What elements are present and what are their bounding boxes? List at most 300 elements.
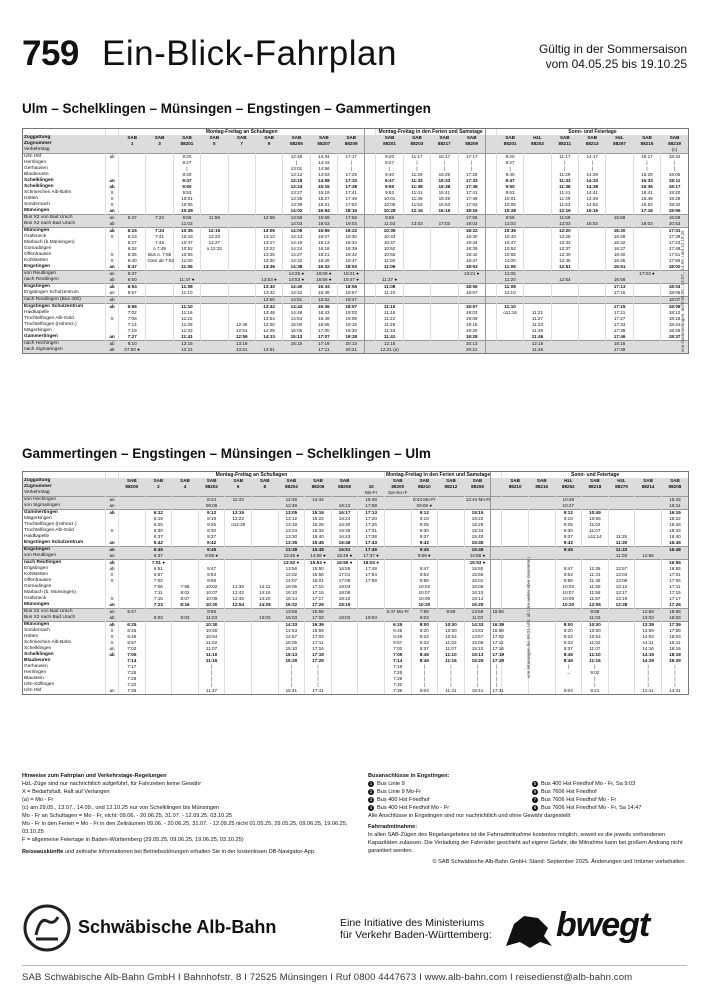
time-cell: 11:49	[403, 196, 430, 202]
time-cell: |	[278, 670, 305, 676]
time-cell: 10:50	[582, 628, 609, 634]
time-cell	[608, 688, 635, 694]
time-cell: 16:58	[661, 609, 688, 616]
time-cell: SAB	[579, 135, 606, 141]
time-cell: 16:41	[633, 190, 660, 196]
time-cell: 16:52	[310, 297, 337, 304]
time-cell: 7:45	[146, 240, 173, 246]
time-cell: 8:24	[555, 634, 582, 640]
time-cell: 6:56	[119, 304, 146, 311]
time-cell: 9:58	[555, 578, 582, 584]
arr-dep-marker: X	[106, 190, 119, 196]
time-cell: 9:12	[555, 510, 582, 517]
time-cell: 10:35	[496, 228, 523, 235]
time-cell: 18:16	[338, 208, 365, 215]
time-cell: 12:46	[278, 497, 305, 504]
time-cell: 13:27	[283, 190, 310, 196]
time-cell: 7:25	[384, 670, 411, 676]
time-cell: 88201	[376, 141, 403, 147]
station-name: von Reutlingen	[23, 553, 106, 560]
time-cell: 12:15	[173, 341, 200, 348]
time-cell: 12:56	[635, 553, 662, 560]
time-cell: 88209	[458, 141, 485, 147]
time-cell: SAB	[338, 135, 365, 141]
station-name: Herrlingen	[24, 160, 47, 165]
station-name: Zugnummer	[23, 484, 106, 490]
time-cell: 15:03	[278, 615, 305, 622]
time-cell	[173, 297, 200, 304]
time-cell: 13:17	[255, 240, 282, 246]
time-cell: 16:37	[606, 246, 633, 252]
time-cell: 6:45	[119, 628, 146, 634]
bus-connection-item	[368, 796, 522, 804]
sab-name: Schwäbische Alb-Bahn	[78, 917, 277, 937]
time-cell: |	[278, 682, 305, 688]
time-cell: SAB	[172, 478, 199, 484]
time-cell	[496, 347, 523, 353]
time-cell: 15:29	[431, 172, 458, 178]
time-cell: 18:30	[458, 234, 485, 240]
time-cell: 12:22	[225, 516, 252, 522]
time-cell: 10:56	[582, 516, 609, 522]
time-cell: 8:00	[411, 622, 438, 629]
bike-text: In allen SAB-Zügen des Regelangebotes ist die Fahrradmitnahme kostenlos möglich, soweit es die jeweils vorhandenen Kapazitäten zulassen. Die Verladung der Fahrräder geschieht auf eigene Gefahr, die Mitnahme kann bei großem Andrang nicht garantiert werden.	[368, 832, 683, 854]
time-cell: 10:30	[438, 622, 465, 629]
group-weekday-holiday: Montag-Freitag in den Ferien und Samstage	[385, 472, 491, 478]
time-cell: 8:03	[145, 615, 172, 622]
time-cell: 13:22	[255, 246, 282, 252]
time-cell: 17:39	[661, 622, 688, 629]
time-cell: 7:36	[384, 688, 411, 694]
time-cell: 12:27	[201, 240, 228, 246]
time-cell: 11:22	[173, 316, 200, 322]
time-cell: 11:10	[376, 304, 403, 311]
time-cell: 9:03	[172, 615, 199, 622]
time-cell: 11:00	[376, 258, 403, 264]
time-cell: 13:24	[283, 184, 310, 190]
time-cell: 18:42	[458, 252, 485, 258]
time-cell: 13:01	[283, 166, 310, 172]
time-cell: 12:45	[551, 258, 578, 264]
time-cell: 11:10	[198, 652, 225, 658]
time-cell: 11:17	[551, 154, 578, 161]
time-cell: 18:03 ●	[358, 560, 385, 567]
time-cell: 14:29	[579, 172, 606, 178]
time-cell	[431, 297, 458, 304]
time-cell: 16:03	[579, 221, 606, 228]
time-cell: 8:44	[198, 497, 225, 504]
time-cell: 7:28	[119, 676, 146, 682]
time-cell: |	[661, 664, 688, 670]
time-cell: 10:35	[376, 228, 403, 235]
time-cell: 9:53	[376, 190, 403, 196]
time-cell: 19:28	[338, 334, 365, 341]
time-cell: 18:15	[606, 341, 633, 348]
time-cell: 15:05	[278, 640, 305, 646]
time-cell: 11:06	[496, 264, 523, 271]
time-cell: 14:17	[579, 154, 606, 161]
time-cell: 16:26	[310, 258, 337, 264]
time-cell: 10:30	[198, 622, 225, 629]
time-cell: 16:29	[661, 658, 688, 664]
time-cell: 9:45	[555, 547, 582, 554]
station-name: Engstingen Schulzentrum	[23, 304, 106, 311]
time-cell: 12:54	[551, 277, 578, 284]
time-cell: 9:40	[496, 172, 523, 178]
time-cell: 17:39	[661, 234, 688, 240]
time-cell: 11:10	[582, 652, 609, 658]
note-line: (c) am 29.05., 13.07., 14.09., und 12.10.25 nur von Schelklingen bis Münsingen	[22, 805, 220, 811]
time-cell: 9:53	[411, 572, 438, 578]
time-cell: 15:38	[431, 184, 458, 190]
time-cell: 14:03	[283, 221, 310, 228]
time-cell: 15:41	[431, 190, 458, 196]
station-name: Schmiechen Alb-Bahn	[24, 190, 72, 195]
time-cell: 7:19	[119, 328, 146, 334]
time-cell: 12:16	[403, 208, 430, 215]
time-cell: 17:13	[606, 284, 633, 291]
time-cell: 13:03	[403, 221, 430, 228]
time-cell: 11:38	[524, 328, 551, 334]
time-cell: 88208	[661, 484, 688, 490]
time-cell: 14:48	[283, 310, 310, 316]
time-cell: |	[464, 670, 491, 676]
time-cell: 11:41	[635, 688, 662, 694]
time-cell: 17:19	[310, 341, 337, 348]
time-cell: |	[305, 682, 332, 688]
time-cell: 10:47	[496, 240, 523, 246]
time-cell: 16:17	[331, 510, 358, 517]
station-name: nach Sigmaringen	[23, 347, 106, 353]
time-cell: 13:42	[255, 304, 282, 311]
time-cell: 15:29	[278, 658, 305, 664]
time-cell: 16:28	[606, 234, 633, 240]
time-cell: 17:16	[633, 208, 660, 215]
time-cell: 17:58	[458, 215, 485, 222]
time-cell: 14:41	[661, 688, 688, 694]
time-cell: 15:53	[431, 202, 458, 208]
station-name: Blaustein	[24, 676, 44, 681]
time-cell: 12:23	[201, 234, 228, 240]
time-cell: 11:10	[173, 290, 200, 297]
time-cell: 10:20	[411, 602, 438, 609]
bus-connection-item	[368, 780, 522, 788]
time-cell: 10:02	[411, 584, 438, 590]
time-cell: 14:29	[635, 658, 662, 664]
time-cell: →	[555, 670, 582, 676]
time-cell: 15:50	[305, 566, 332, 572]
time-cell: 15:29	[464, 658, 491, 664]
time-cell	[431, 347, 458, 353]
time-cell	[579, 347, 606, 353]
time-cell: 9:25	[555, 522, 582, 528]
time-cell: |	[338, 160, 365, 166]
time-cell: 17:29	[338, 172, 365, 178]
time-cell: 9:19	[198, 516, 225, 522]
time-cell: 14:03	[635, 634, 662, 640]
time-cell: 11:33	[403, 178, 430, 184]
time-cell: 10:30	[582, 622, 609, 629]
time-cell: 10:09	[198, 596, 225, 602]
time-cell: 15:16	[310, 184, 337, 190]
time-cell: 16:01	[305, 578, 332, 584]
time-cell: 18:53	[458, 264, 485, 271]
time-cell: Gam ab 7:53	[147, 258, 174, 263]
time-cell: 7:02	[119, 310, 146, 316]
time-cell: 17:03	[305, 615, 332, 622]
time-cell: 12:06	[582, 602, 609, 609]
time-cell: 18:55	[458, 284, 485, 291]
arr-dep-marker: X	[106, 528, 119, 534]
time-cell: 11:33	[551, 178, 578, 184]
group-weekday-school: Montag-Freitag an Schultagen	[119, 129, 365, 135]
station-name: Engstingen	[23, 547, 106, 554]
time-cell: 8:46	[555, 652, 582, 658]
arr-dep-marker: ab	[106, 221, 119, 228]
time-cell: 88218	[582, 484, 609, 490]
time-cell: 6:37	[145, 553, 172, 560]
time-cell	[633, 297, 660, 304]
station-name: von Reutlingen	[23, 271, 106, 278]
time-cell: |	[458, 166, 485, 172]
time-cell: 11:02	[438, 640, 465, 646]
time-cell: 17:56	[661, 258, 688, 264]
time-cell: 7:22	[146, 215, 173, 222]
time-cell: 17:15	[305, 590, 332, 596]
time-cell: 18:21 ●	[458, 271, 485, 278]
time-cell: 07:50 ●	[119, 347, 146, 353]
time-cell: SAB	[305, 478, 332, 484]
time-cell: 17:26	[661, 602, 688, 609]
time-cell: 8:46	[555, 658, 582, 664]
time-cell: 7	[228, 141, 255, 147]
station-name: Bus X2 von Bad Urach	[23, 215, 106, 222]
time-cell: 11:33	[173, 328, 200, 334]
time-cell: SAB	[119, 135, 146, 141]
time-cell: 16:20	[606, 228, 633, 235]
time-cell: 16:18	[310, 246, 337, 252]
station-name: Ulm Hbf	[24, 688, 42, 693]
time-cell: 9:37	[411, 534, 438, 540]
time-cell: 17:19	[492, 652, 505, 657]
station-name: Marbach (b. Münsingen)	[24, 590, 76, 595]
time-cell: 11:41	[403, 190, 430, 196]
time-cell: Sa+So+F	[384, 490, 411, 497]
time-cell: 11:10	[496, 304, 523, 311]
station-name: Grafeneck	[24, 234, 47, 239]
time-cell: 15:41	[278, 688, 305, 694]
time-cell: 12:37	[551, 246, 578, 252]
arr-dep-marker: an	[106, 215, 119, 222]
route-2-vertical-note: von Münsingen bis 09:21 Uhr, ab Ulm weiter über Gerstetten	[526, 557, 531, 678]
time-cell: 7:11	[145, 590, 172, 596]
time-cell: 13:05	[278, 510, 305, 517]
note-line: Mo - Fr in den Ferien = Mo - Fr in den Zeiträumen 09.06. - 20.06.25, 31.07. - 12.09.25 nicht 01.05.25, 29.05.25, 09.06.25, 19.06.25, 03.10.25	[22, 821, 348, 835]
time-cell: 6:25	[119, 622, 146, 629]
time-cell: 11:00	[173, 258, 200, 264]
time-cell: 19:20	[338, 328, 365, 334]
time-cell: o 7:49	[146, 246, 173, 252]
time-cell: 14:05	[283, 228, 310, 235]
time-cell: 8:32	[555, 640, 582, 646]
time-cell: |	[283, 160, 310, 166]
station-name: Verkehrstag	[23, 490, 106, 497]
bus-note: Alle Anschlüsse in Engstingen sind nur nachrichtlich und ohne Gewähr dargestellt	[368, 813, 571, 819]
time-cell: 9:20	[173, 154, 200, 161]
time-cell: 5:47 Mo-Fr	[384, 609, 411, 616]
time-cell: 6:42	[145, 540, 172, 547]
time-cell: 16:25	[464, 602, 491, 609]
time-cell: 18:30	[338, 234, 365, 240]
time-cell: 11:03	[608, 553, 635, 560]
time-cell: 17:03	[431, 221, 458, 228]
arr-dep-marker: an	[106, 553, 119, 560]
time-cell: 11:07	[198, 646, 225, 652]
time-cell: SAB	[310, 135, 337, 141]
time-cell: 10:43	[173, 234, 200, 240]
time-cell: SAB	[431, 135, 458, 141]
time-cell: 18:12	[661, 310, 688, 316]
station-name: Münsingen	[23, 228, 106, 235]
time-cell: |	[633, 166, 660, 172]
time-cell: 7:27	[119, 334, 146, 341]
validity-line-1: Gültig in der Sommersaison	[538, 42, 687, 56]
time-cell: 16:01	[464, 578, 491, 584]
time-cell: 17:08	[358, 503, 385, 510]
info-note	[22, 848, 352, 856]
connections-section	[368, 772, 686, 866]
time-cell: 18:21 ●	[338, 271, 365, 278]
time-cell: 88210	[411, 484, 438, 490]
time-cell: 13:13	[255, 234, 282, 240]
time-cell: 17:11	[661, 584, 688, 590]
time-cell: 8:37	[555, 646, 582, 652]
arr-dep-marker: X	[106, 634, 119, 640]
time-cell: 88267	[606, 141, 633, 147]
station-name: Bus X2 nach Bad Urach	[23, 615, 106, 622]
station-name: Bus X2 nach Bad Urach	[23, 221, 106, 228]
time-cell: 11:03	[496, 221, 523, 228]
time-cell: 16:22	[278, 602, 305, 609]
sab-logo	[22, 903, 322, 953]
time-cell: 17:59	[661, 628, 688, 634]
time-cell: 15:17	[431, 154, 458, 161]
time-cell: 11:33	[608, 547, 635, 554]
station-name: nach Reutlingen	[23, 277, 106, 284]
time-cell: 5:47	[119, 609, 146, 616]
time-cell: 17:41	[338, 190, 365, 196]
time-cell: 19:55	[661, 208, 688, 215]
time-cell: 88208	[331, 484, 358, 490]
station-name: nach Reutlingen	[23, 560, 106, 567]
time-cell: 7:32	[384, 682, 411, 688]
time-cell: 88213	[579, 141, 606, 147]
time-cell: 15:15	[305, 510, 332, 517]
time-cell: 15:19	[310, 190, 337, 196]
time-cell: 18:07	[661, 297, 688, 304]
arr-dep-marker: an	[106, 540, 119, 547]
time-cell: 14:20	[251, 596, 278, 602]
time-cell: 17:06	[331, 578, 358, 584]
bus-connection-text: Bus Linie 9 Mo-Fr	[377, 789, 422, 795]
time-cell: 14:58 ●	[305, 553, 332, 560]
time-cell: 10:54	[582, 634, 609, 640]
time-cell: 8:00	[555, 622, 582, 629]
time-cell: 6	[225, 484, 252, 490]
time-cell: 18:04	[661, 284, 688, 291]
time-cell: 17:59	[358, 578, 385, 584]
time-cell: 9:02	[582, 670, 609, 676]
time-cell: 10:55	[376, 252, 403, 258]
station-name: Engstingen	[24, 566, 49, 571]
time-cell: 16:32	[310, 264, 337, 271]
time-cell	[376, 297, 403, 304]
time-cell: 13:39	[635, 622, 662, 629]
number-badge-icon: 5	[533, 780, 537, 786]
time-cell: 88207	[310, 141, 337, 147]
time-cell: 16:48	[331, 540, 358, 547]
station-name: Schelklingen	[24, 178, 54, 183]
time-cell: 19:32	[661, 202, 688, 208]
station-name: Gerhausen	[24, 664, 48, 669]
time-cell: 18:03	[331, 584, 358, 590]
time-cell: 14:00	[255, 322, 282, 328]
time-cell: 14:53	[310, 172, 337, 178]
footer-contact: SAB Schwäbische Alb-Bahn GmbH I Bahnhofstr. 8 I 72525 Münsingen I Ruf 0800 4447673 I www.alb-bahn.com I reisedienst@alb-bahn.com	[22, 965, 687, 983]
time-cell: 10:55	[496, 252, 523, 258]
time-cell: 14:19	[283, 240, 310, 246]
time-cell: 17:01	[331, 572, 358, 578]
station-name: Schelklingen	[24, 646, 52, 651]
time-cell: 9:12	[198, 510, 225, 517]
time-cell: 15:16	[579, 208, 606, 215]
time-cell: 19:11	[661, 178, 688, 184]
time-cell: 15:58	[305, 609, 332, 616]
station-name: Zuggattung	[23, 478, 106, 484]
time-cell: 16:51	[606, 264, 633, 271]
time-cell: 12:21 (a)	[376, 347, 403, 353]
time-cell: 17:03	[492, 634, 504, 639]
time-cell: 18:57	[458, 304, 485, 311]
station-name: Trochtelfingen Alb-Gold	[24, 316, 74, 321]
time-cell: 16:55	[661, 566, 688, 572]
bus-list	[368, 780, 686, 812]
bus-connection-text: Bus 400 Hst Friedhof	[377, 797, 430, 803]
time-cell: 16:58	[661, 215, 688, 222]
time-cell: 9:58	[376, 215, 403, 222]
time-cell: 11:46	[524, 334, 551, 341]
time-cell: |	[635, 664, 662, 670]
time-cell: 18:42	[661, 154, 688, 161]
station-name: Engstingen Schulzentrum	[24, 290, 79, 295]
time-cell: SAB	[403, 135, 430, 141]
time-cell: 9:58	[411, 578, 438, 584]
time-cell: 18:39	[338, 246, 365, 252]
time-cell: 9:30	[555, 528, 582, 534]
number-badge-icon: 7	[533, 796, 537, 802]
arr-dep-marker: ab	[106, 304, 119, 311]
time-cell: 9:50	[496, 184, 523, 190]
time-cell: SAB	[251, 478, 278, 484]
time-cell: 11:38	[403, 184, 430, 190]
time-cell: SAB	[551, 135, 578, 141]
time-cell: 12:48	[283, 154, 310, 161]
station-name: Trochtelfingen (Hohenz.)	[24, 522, 77, 527]
time-cell	[524, 297, 551, 304]
time-cell: 13:48	[255, 310, 282, 316]
time-cell: 88252	[555, 484, 582, 490]
time-cell	[365, 297, 376, 304]
